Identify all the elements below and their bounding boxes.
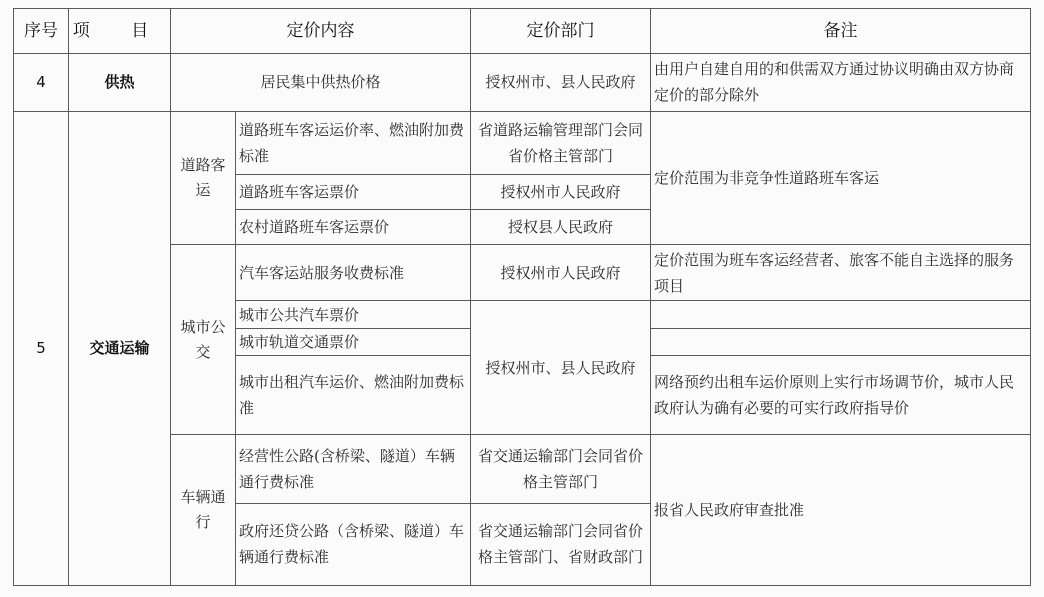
pricing-table <box>13 8 1031 586</box>
road-dept-3: 授权县人民政府 <box>471 210 651 245</box>
row4-item: 供热 <box>69 54 171 111</box>
city-content-2: 城市公共汽车票价 <box>236 301 471 328</box>
vehicle-content-1: 经营性公路(含桥梁、隧道）车辆通行费标准 <box>236 435 471 503</box>
row4-content: 居民集中供热价格 <box>171 54 471 111</box>
city-note-4: 网络预约出租车运价原则上实行市场调节价，城市人民政府认为确有必要的可实行政府指导价 <box>651 355 1031 434</box>
city-note-2 <box>651 301 1031 328</box>
road-content-3: 农村道路班车客运票价 <box>236 210 471 245</box>
road-content-1: 道路班车客运运价率、燃油附加费标准 <box>236 111 471 174</box>
road-dept-1: 省道路运输管理部门会同省价格主管部门 <box>471 111 651 174</box>
city-note-1: 定价范围为班车客运经营者、旅客不能自主选择的服务项目 <box>651 245 1031 301</box>
header-dept: 定价部门 <box>471 9 651 54</box>
road-category: 道路客运 <box>171 111 236 245</box>
vehicle-category: 车辆通行 <box>171 435 236 586</box>
table-row <box>14 111 1031 174</box>
vehicle-dept-1: 省交通运输部门会同省价格主管部门 <box>471 435 651 503</box>
city-dept-1: 授权州市人民政府 <box>471 245 651 301</box>
city-content-4: 城市出租汽车运价、燃油附加费标准 <box>236 355 471 434</box>
road-note: 定价范围为非竞争性道路班车客运 <box>651 111 1031 245</box>
header-row <box>14 9 1031 54</box>
city-category: 城市公交 <box>171 245 236 435</box>
row4-note: 由用户自建自用的和供需双方通过协议明确由双方协商定价的部分除外 <box>651 54 1031 111</box>
city-content-3: 城市轨道交通票价 <box>236 328 471 355</box>
road-dept-2: 授权州市人民政府 <box>471 174 651 209</box>
row4-dept: 授权州市、县人民政府 <box>471 54 651 111</box>
city-shared-dept: 授权州市、县人民政府 <box>471 301 651 435</box>
city-content-1: 汽车客运站服务收费标准 <box>236 245 471 301</box>
header-seq: 序号 <box>14 9 69 54</box>
row4-seq: 4 <box>14 54 69 111</box>
road-content-2: 道路班车客运票价 <box>236 174 471 209</box>
vehicle-content-2: 政府还贷公路（含桥梁、隧道）车辆通行费标准 <box>236 503 471 585</box>
row5-seq: 5 <box>14 111 69 585</box>
header-content: 定价内容 <box>171 9 471 54</box>
vehicle-note: 报省人民政府审查批准 <box>651 435 1031 586</box>
vehicle-dept-2: 省交通运输部门会同省价格主管部门、省财政部门 <box>471 503 651 585</box>
table-row <box>14 54 1031 111</box>
header-item: 项 目 <box>69 9 171 54</box>
row5-item: 交通运输 <box>69 111 171 585</box>
header-note: 备注 <box>651 9 1031 54</box>
city-note-3 <box>651 328 1031 355</box>
